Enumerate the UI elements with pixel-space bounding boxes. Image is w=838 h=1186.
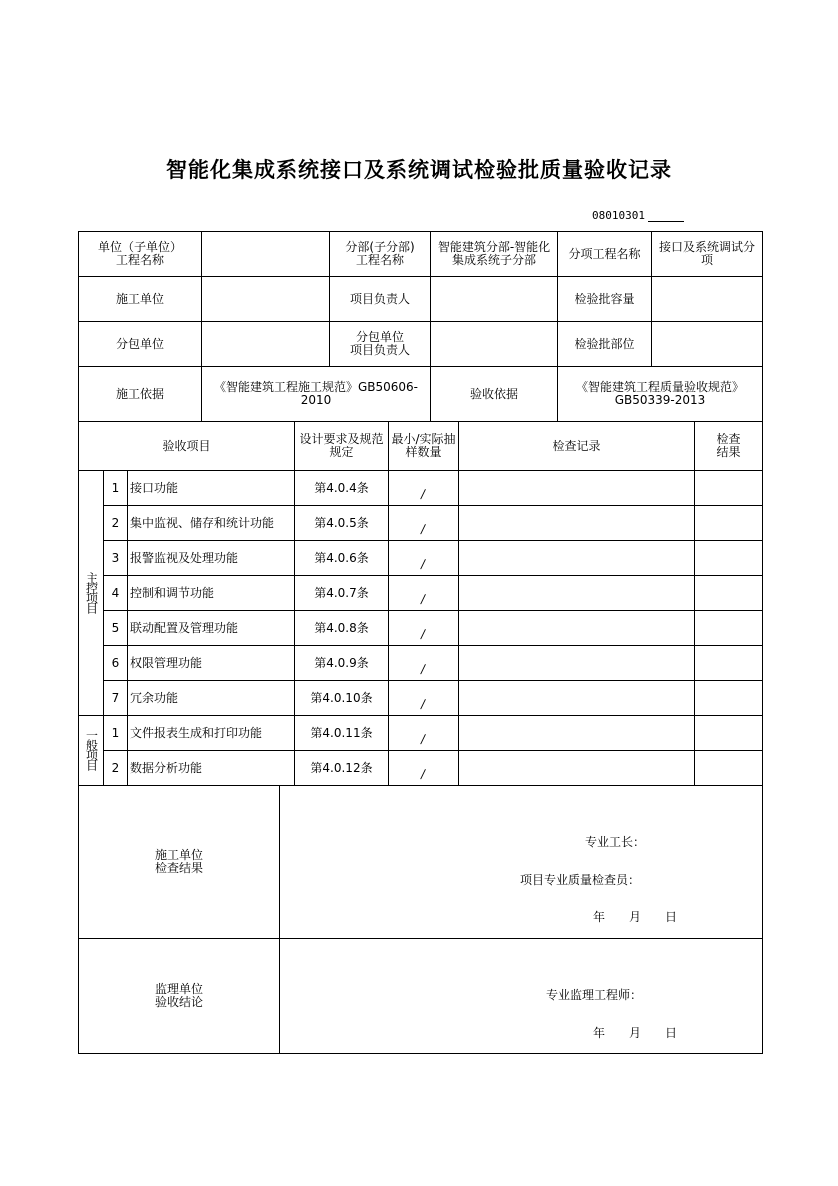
subitem-value[interactable]: 接口及系统调试分项 [652, 232, 763, 277]
sub-value[interactable] [202, 322, 330, 367]
basis-label: 施工依据 [79, 367, 202, 422]
contractor-result-area[interactable] [280, 786, 763, 939]
item-name: 控制和调节功能 [128, 576, 295, 611]
item-name: 冗余功能 [128, 681, 295, 716]
item-clause: 第4.0.10条 [295, 681, 389, 716]
item-sample[interactable]: / [389, 716, 459, 751]
unit-label: 单位（子单位） 工程名称 [79, 232, 202, 277]
capacity-label: 检验批容量 [558, 277, 652, 322]
item-clause: 第4.0.9条 [295, 646, 389, 681]
contractor-label: 施工单位 [79, 277, 202, 322]
unit-value[interactable] [202, 232, 330, 277]
table-row [79, 716, 763, 751]
items-table [78, 421, 763, 786]
supervisor-label: 监理单位 验收结论 [79, 939, 280, 1054]
inspector-label: 项目专业质量检查员： [520, 873, 641, 887]
form-code-number: 08010301 [592, 209, 645, 222]
table-row [79, 681, 763, 716]
item-name: 文件报表生成和打印功能 [128, 716, 295, 751]
item-sample[interactable]: / [389, 681, 459, 716]
sub-pm-label: 分包单位 项目负责人 [330, 322, 431, 367]
supervisor-area[interactable] [280, 939, 763, 1054]
item-sample[interactable]: / [389, 576, 459, 611]
pm-label: 项目负责人 [330, 277, 431, 322]
col-record: 检查记录 [459, 422, 695, 471]
item-result[interactable] [695, 576, 763, 611]
item-no: 1 [104, 471, 128, 506]
accept-basis-value[interactable]: 《智能建筑工程质量验收规范》GB50339-2013 [558, 367, 763, 422]
item-no: 5 [104, 611, 128, 646]
item-result[interactable] [695, 506, 763, 541]
item-no: 2 [104, 506, 128, 541]
item-clause: 第4.0.7条 [295, 576, 389, 611]
table-row [79, 646, 763, 681]
item-name: 接口功能 [128, 471, 295, 506]
item-record[interactable] [459, 506, 695, 541]
item-sample[interactable]: / [389, 646, 459, 681]
item-record[interactable] [459, 646, 695, 681]
item-name: 联动配置及管理功能 [128, 611, 295, 646]
engineer-label: 专业监理工程师： [546, 988, 643, 1002]
division-value[interactable]: 智能建筑分部-智能化集成系统子分部 [431, 232, 558, 277]
table-row [79, 611, 763, 646]
page-title: 智能化集成系统接口及系统调试检验批质量验收记录 [166, 157, 672, 182]
table-row [79, 471, 763, 506]
group-main: 主控项目 [79, 471, 104, 716]
item-sample[interactable]: / [389, 506, 459, 541]
item-clause: 第4.0.5条 [295, 506, 389, 541]
col-result: 检查结果 [695, 422, 763, 471]
sub-label: 分包单位 [79, 322, 202, 367]
item-record[interactable] [459, 541, 695, 576]
code-blank[interactable] [648, 209, 684, 222]
header-table [78, 231, 763, 422]
item-clause: 第4.0.6条 [295, 541, 389, 576]
item-result[interactable] [695, 751, 763, 786]
item-no: 2 [104, 751, 128, 786]
item-result[interactable] [695, 681, 763, 716]
item-record[interactable] [459, 471, 695, 506]
sub-pm-value[interactable] [431, 322, 558, 367]
capacity-value[interactable] [652, 277, 763, 322]
item-record[interactable] [459, 611, 695, 646]
item-no: 7 [104, 681, 128, 716]
location-label: 检验批部位 [558, 322, 652, 367]
item-no: 6 [104, 646, 128, 681]
table-row [79, 576, 763, 611]
table-row [79, 506, 763, 541]
table-row [79, 751, 763, 786]
item-result[interactable] [695, 646, 763, 681]
item-no: 4 [104, 576, 128, 611]
basis-value[interactable]: 《智能建筑工程施工规范》GB50606-2010 [202, 367, 431, 422]
col-sample: 最小/实际抽样数量 [389, 422, 459, 471]
foreman-label: 专业工长： [585, 835, 646, 849]
contractor-value[interactable] [202, 277, 330, 322]
item-sample[interactable]: / [389, 541, 459, 576]
col-item: 验收项目 [79, 422, 295, 471]
accept-basis-label: 验收依据 [431, 367, 558, 422]
table-row [79, 541, 763, 576]
item-clause: 第4.0.4条 [295, 471, 389, 506]
location-value[interactable] [652, 322, 763, 367]
item-name: 数据分析功能 [128, 751, 295, 786]
item-no: 1 [104, 716, 128, 751]
item-result[interactable] [695, 611, 763, 646]
item-name: 权限管理功能 [128, 646, 295, 681]
item-clause: 第4.0.12条 [295, 751, 389, 786]
item-sample[interactable]: / [389, 471, 459, 506]
item-result[interactable] [695, 541, 763, 576]
contractor-result-label: 施工单位 检查结果 [79, 786, 280, 939]
item-record[interactable] [459, 576, 695, 611]
item-clause: 第4.0.8条 [295, 611, 389, 646]
item-no: 3 [104, 541, 128, 576]
date-label: 年 月 日 [593, 910, 678, 924]
division-label: 分部(子分部) 工程名称 [330, 232, 431, 277]
item-result[interactable] [695, 716, 763, 751]
item-record[interactable] [459, 751, 695, 786]
item-record[interactable] [459, 716, 695, 751]
signature-table [78, 785, 763, 1054]
item-clause: 第4.0.11条 [295, 716, 389, 751]
col-req: 设计要求及规范规定 [295, 422, 389, 471]
pm-value[interactable] [431, 277, 558, 322]
item-name: 报警监视及处理功能 [128, 541, 295, 576]
form-code [592, 209, 684, 222]
item-sample[interactable]: / [389, 751, 459, 786]
date2-label: 年 月 日 [593, 1026, 678, 1040]
item-name: 集中监视、储存和统计功能 [128, 506, 295, 541]
item-sample[interactable]: / [389, 611, 459, 646]
item-result[interactable] [695, 471, 763, 506]
subitem-label: 分项工程名称 [558, 232, 652, 277]
group-general: 一般项目 [79, 716, 104, 786]
item-record[interactable] [459, 681, 695, 716]
